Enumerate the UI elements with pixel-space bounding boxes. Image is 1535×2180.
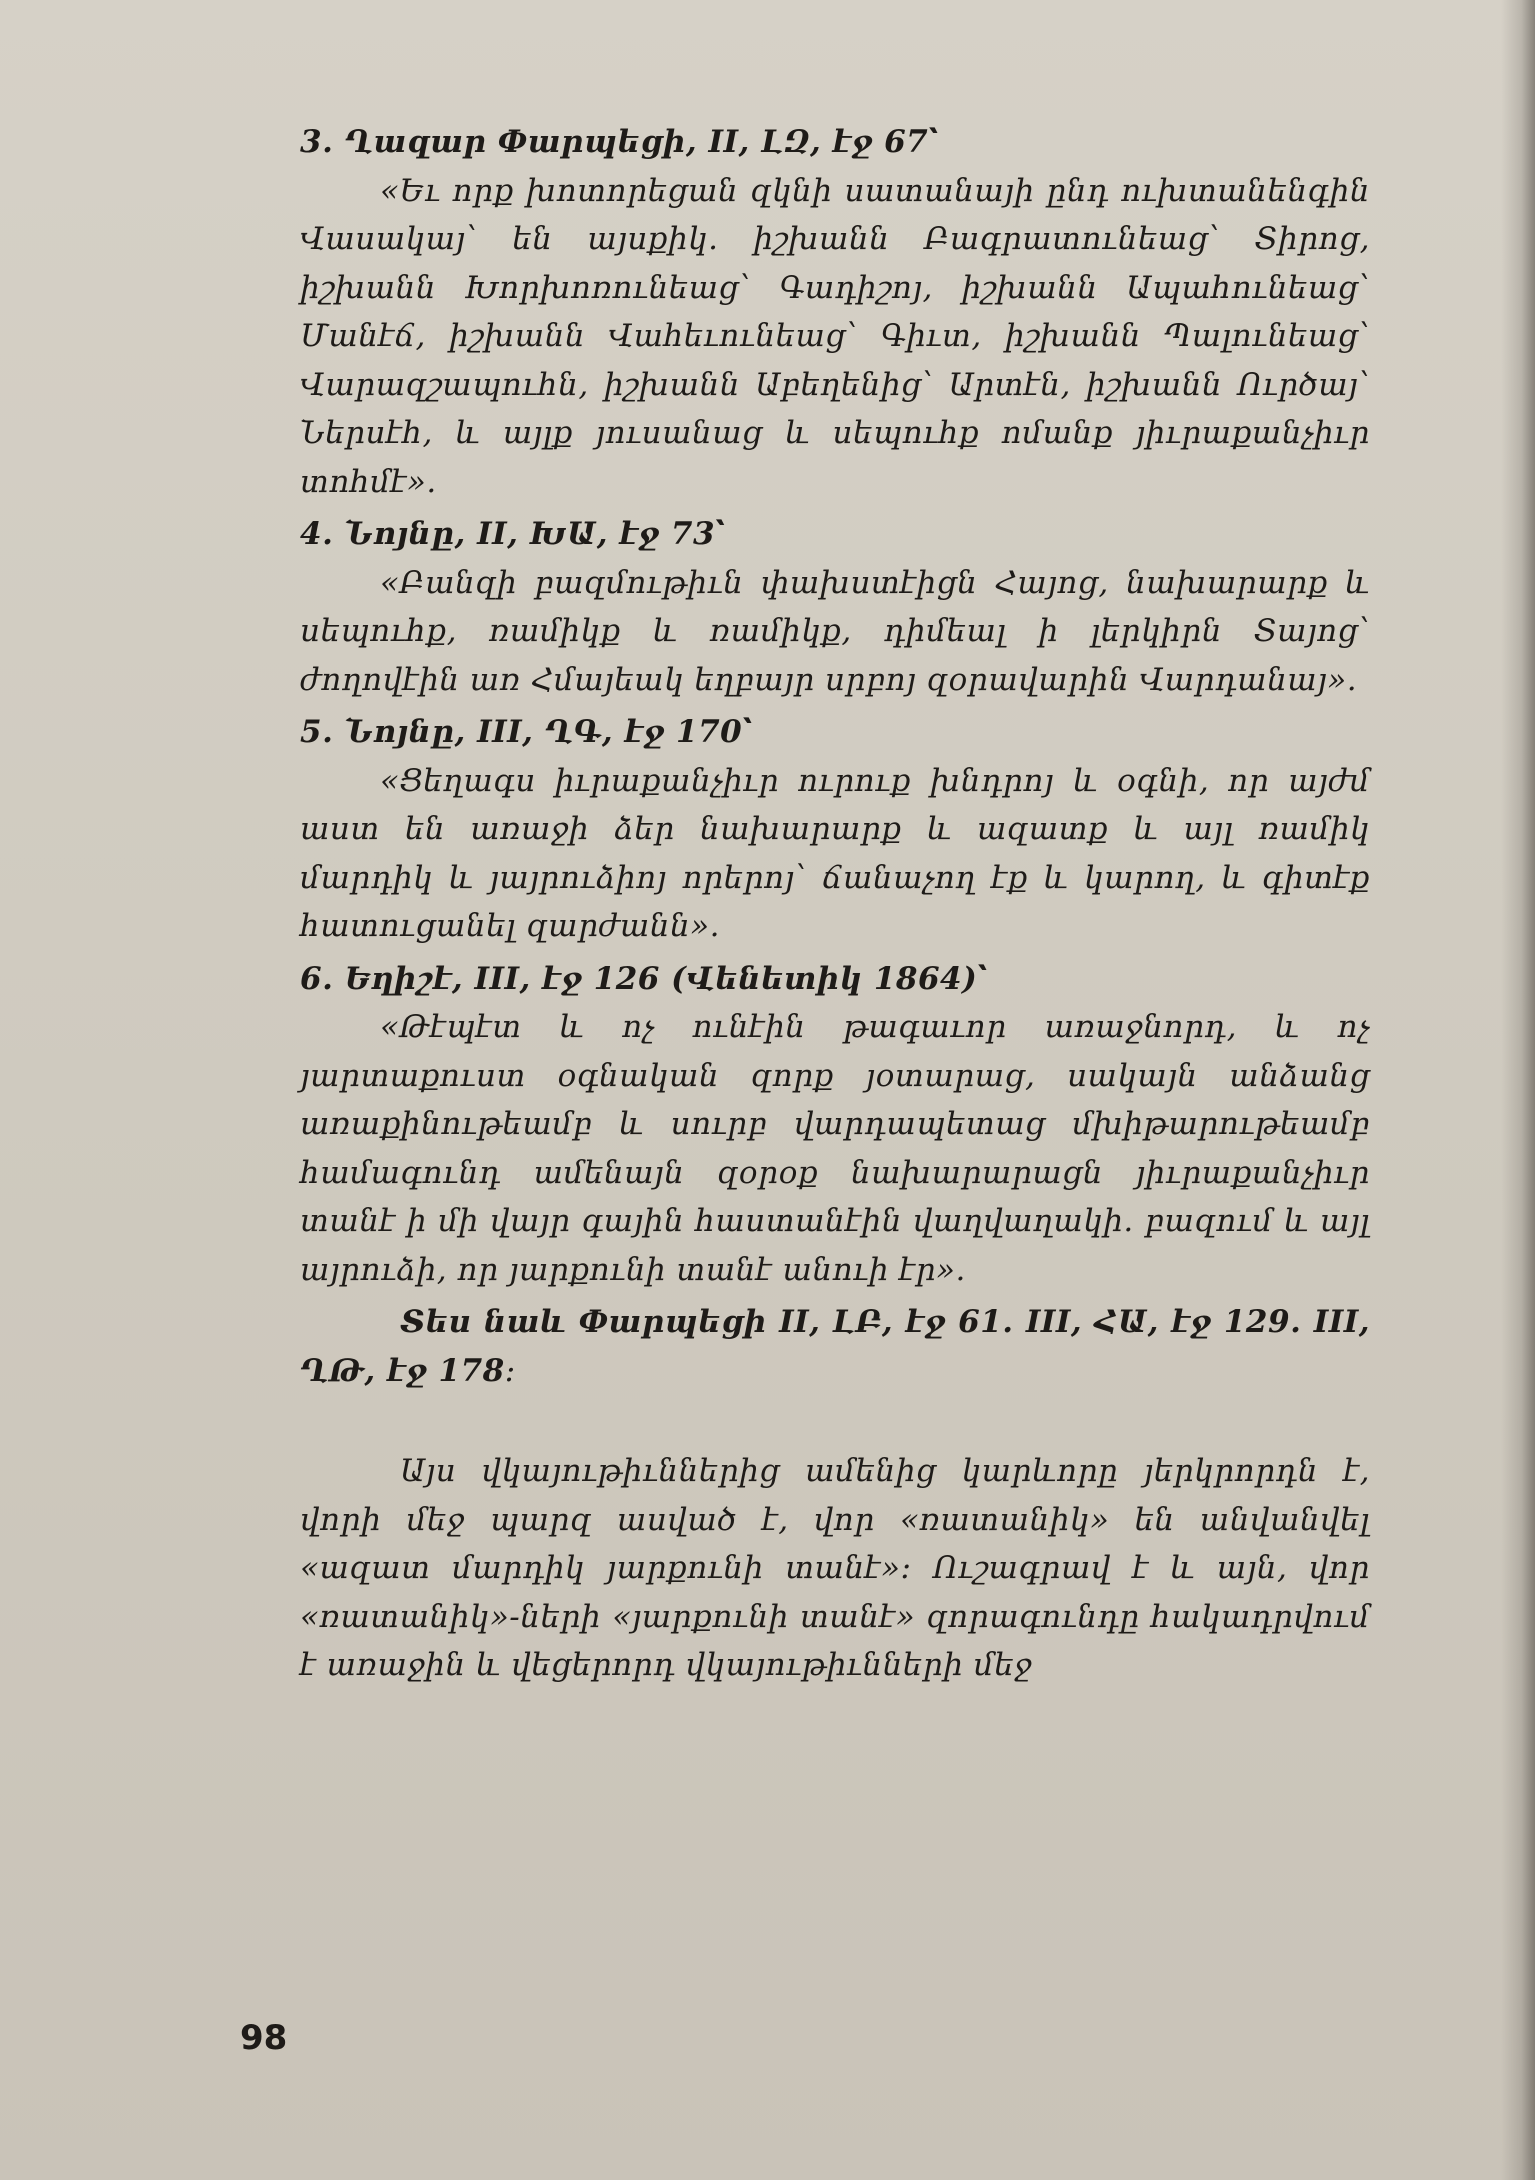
body-paragraph: Այս վկայութիւններից ամենից կարևորը յերկրորդն է, վորի մեջ պարզ ասված է, վոր «ռատանիկ» են անվանվել «ազատ մարդիկ յարքունի տանէ»։ Ուշագրավ է և այն, վոր «ռատանիկ»-ների «յարքունի տանէ» զորագունդը հակադրվում է առաջին և վեցերորդ վկայութիւնների մեջ [300, 1453, 1370, 1683]
see-also-note: Տես նաև Փարպեցի II, ԼԲ, էջ 61. III, ՀԱ, էջ 129. III, ՂԹ, էջ 178։ [300, 1304, 1370, 1389]
reference-quote-6: «Թէպէտ և ոչ ունէին թագաւոր առաջնորդ, և ոչ յարտաքուստ օգնական զորք յօտարաց, սակայն անձանց առաքինութեամբ և սուրբ վարդապետաց մխիթարութեամբ համագունդ ամենայն զօրօք նախարարացն յիւրաքանչիւր տանէ ի մի վայր գային հաստանէին վաղվաղակի. բազում և այլ այրուձի, որ յարքունի տանէ անուի էր». [300, 1009, 1370, 1288]
reference-heading-3: 3. Ղազար Փարպեցի, II, ԼԶ, էջ 67՝ [300, 124, 939, 160]
reference-heading-4: 4. Նոյնը, II, ԽԱ, էջ 73՝ [300, 516, 726, 552]
binding-shadow [1501, 0, 1535, 2180]
text-block [300, 118, 1370, 1690]
page-number: 98 [240, 2018, 288, 2058]
reference-quote-5: «Ցեղագս իւրաքանչիւր ուրուք խնդրոյ և օգնի, որ այժմ աստ են առաջի ձեր նախարարք և ազատք և այլ ռամիկ մարդիկ և յայրուձիոյ որերոյ՝ ճանաչող էք և կարող, և գիտէք հատուցանել զարժանն». [300, 762, 1370, 944]
reference-heading-5: 5. Նոյնը, III, ՂԳ, էջ 170՝ [300, 714, 753, 750]
reference-heading-6: 6. Եղիշէ, III, էջ 126 (Վենետիկ 1864)՝ [300, 960, 988, 997]
reference-quote-4: «Բանզի բազմութիւն փախստէիցն Հայոց, նախարարք և սեպուհք, ռամիկք և ռամիկք, դիմեալ ի լերկիրն Տայոց՝ ժողովէին առ Հմայեակ եղբայր սրբոյ զօրավարին Վարդանայ». [300, 564, 1370, 698]
reference-quote-3: «Եւ որք խոտորեցան զկնի սատանայի ընդ ուխտանենգին Վասակայ՝ են այսքիկ. իշխանն Բագրատունեաց՝ Տիրոց, իշխանն Խորխոռունեաց՝ Գադիշոյ, իշխանն Ապահունեաց՝ Մանէճ, իշխանն Վահեւունեաց՝ Գիւտ, իշխանն Պալունեաց՝ Վարազշապուհն, իշխանն Աբեղենից՝ Արտէն, իշխանն Ուրծայ՝ Ներսէհ, և այլք յուսանաց և սեպուհք ոմանք յիւրաքանչիւր տոհմէ». [300, 172, 1370, 500]
